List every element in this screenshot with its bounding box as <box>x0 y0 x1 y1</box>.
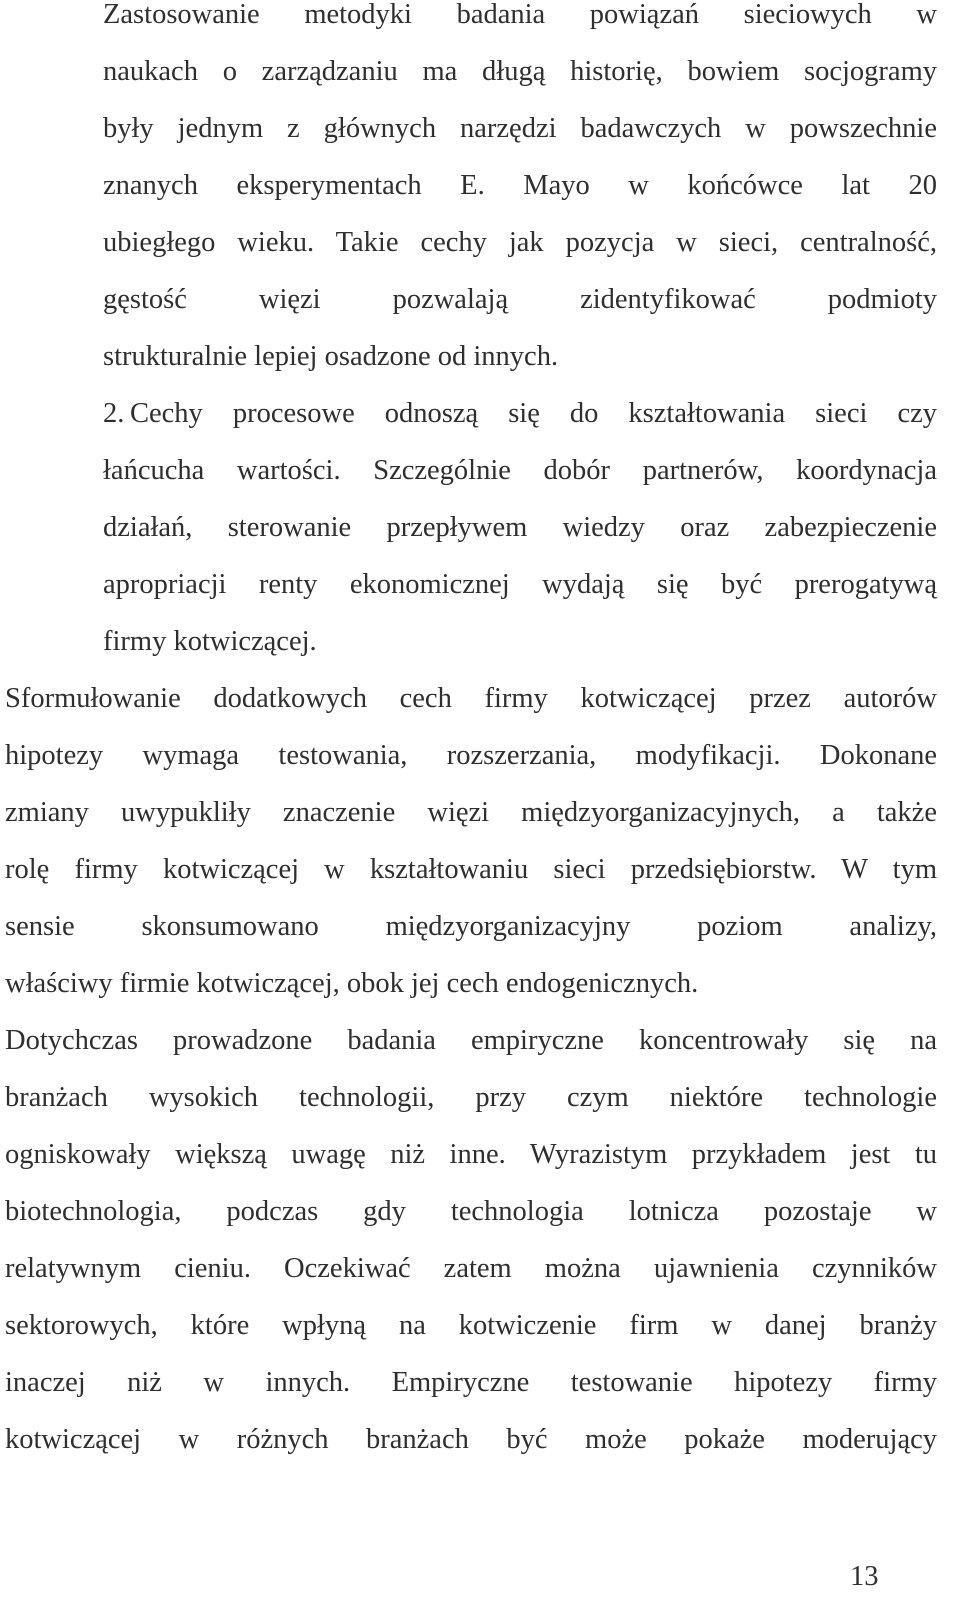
text-line: gęstość więzi pozwalają zidentyfikować podmioty <box>103 284 937 315</box>
text-line: Cechy procesowe odnoszą się do kształtowania sieci czy <box>130 398 937 429</box>
text-line: hipotezy wymaga testowania, rozszerzania, modyfikacji. Dokonane <box>5 740 937 771</box>
text-line: kotwiczącej w różnych branżach być może pokaże moderujący <box>5 1424 937 1455</box>
text-line: ubiegłego wieku. Takie cechy jak pozycja w sieci, centralność, <box>103 227 937 258</box>
text-line: właściwy firmie kotwiczącej, obok jej cech endogenicznych. <box>5 968 699 999</box>
text-line: strukturalnie lepiej osadzone od innych. <box>103 341 559 372</box>
text-line: inaczej niż w innych. Empiryczne testowanie hipotezy firmy <box>5 1367 937 1398</box>
text-line: ogniskowały większą uwagę niż inne. Wyrazistym przykładem jest tu <box>5 1139 937 1170</box>
text-line: firmy kotwiczącej. <box>103 626 317 657</box>
text-line: działań, sterowanie przepływem wiedzy oraz zabezpieczenie <box>103 512 937 543</box>
text-line: rolę firmy kotwiczącej w kształtowaniu sieci przedsiębiorstw. W tym <box>5 854 937 885</box>
text-line: zmiany uwypukliły znaczenie więzi międzyorganizacyjnych, a także <box>5 797 937 828</box>
text-line: naukach o zarządzaniu ma długą historię, bowiem socjogramy <box>103 56 937 87</box>
text-line: branżach wysokich technologii, przy czym niektóre technologie <box>5 1082 937 1113</box>
text-line: Sformułowanie dodatkowych cech firmy kotwiczącej przez autorów <box>5 683 937 714</box>
text-line: sensie skonsumowano międzyorganizacyjny poziom analizy, <box>5 911 937 942</box>
text-line: sektorowych, które wpłyną na kotwiczenie firm w danej branży <box>5 1310 937 1341</box>
text-line: Zastosowanie metodyki badania powiązań sieciowych w <box>103 0 937 30</box>
text-line: były jednym z głównych narzędzi badawczych w powszechnie <box>103 113 937 144</box>
list-number: 2. <box>103 398 125 429</box>
text-line: łańcucha wartości. Szczególnie dobór partnerów, koordynacja <box>103 455 937 486</box>
text-line: znanych eksperymentach E. Mayo w końcówce lat 20 <box>103 170 937 201</box>
text-line: relatywnym cieniu. Oczekiwać zatem można ujawnienia czynników <box>5 1253 937 1284</box>
page-number: 13 <box>850 1561 879 1592</box>
text-line: apropriacji renty ekonomicznej wydają się być prerogatywą <box>103 569 937 600</box>
text-line: biotechnologia, podczas gdy technologia lotnicza pozostaje w <box>5 1196 937 1227</box>
text-line: Dotychczas prowadzone badania empiryczne koncentrowały się na <box>5 1025 937 1056</box>
